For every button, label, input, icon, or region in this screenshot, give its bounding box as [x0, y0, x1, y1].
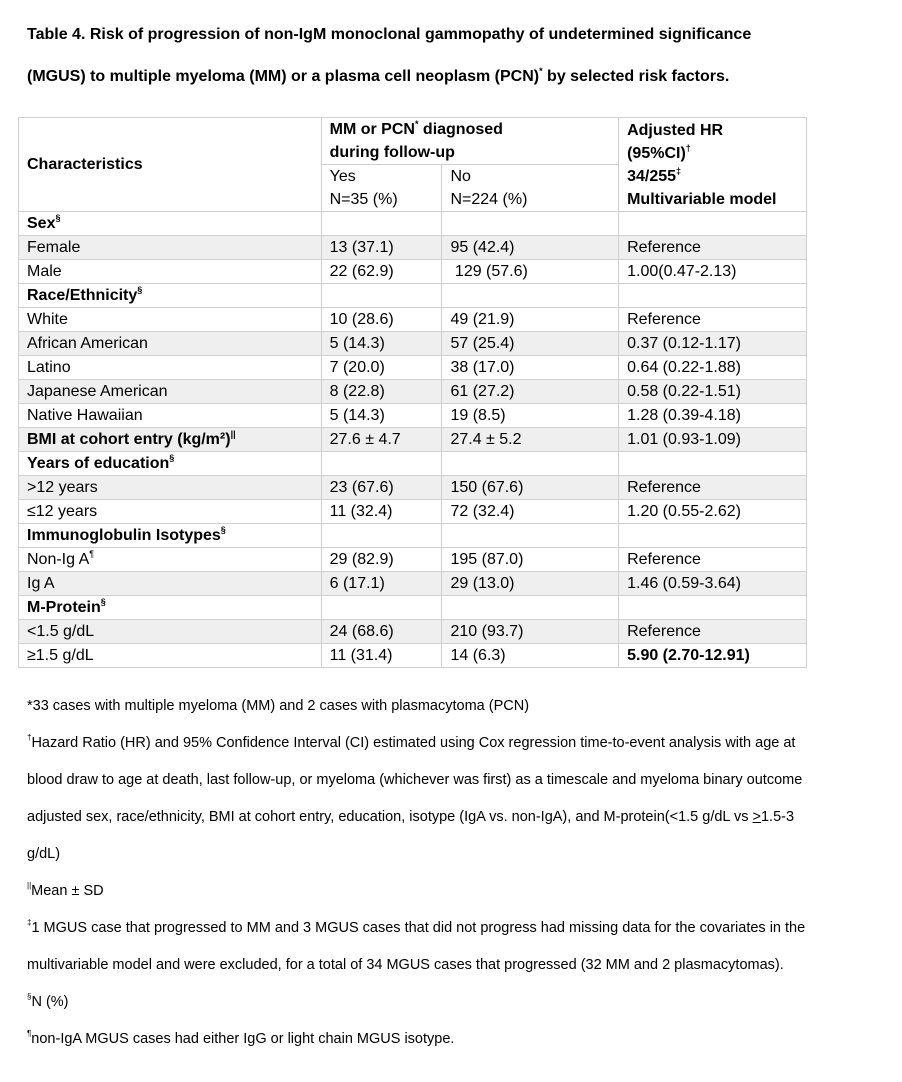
cell-no: 72 (32.4) — [442, 500, 619, 524]
row-label: White — [19, 308, 322, 332]
row-label: BMI at cohort entry (kg/m²)|| — [19, 428, 322, 452]
cell-no — [442, 212, 619, 236]
cell-hr: Reference — [619, 476, 807, 500]
cell-yes: 24 (68.6) — [321, 620, 442, 644]
footnote-6: ¶non-IgA MGUS cases had either IgG or light chain MGUS isotype. — [27, 1029, 455, 1047]
cell-no: 19 (8.5) — [442, 404, 619, 428]
cell-hr — [619, 524, 807, 548]
footnotes — [27, 688, 889, 1058]
cell-no: 150 (67.6) — [442, 476, 619, 500]
cell-yes — [321, 452, 442, 476]
table-group-row — [19, 212, 807, 236]
title-line-2: (MGUS) to multiple myeloma (MM) or a plasma cell neoplasm (PCN)* by selected risk factors. — [27, 66, 730, 85]
cell-yes: 29 (82.9) — [321, 548, 442, 572]
cell-hr — [619, 596, 807, 620]
cell-hr: 1.20 (0.55-2.62) — [619, 500, 807, 524]
cell-yes: 5 (14.3) — [321, 332, 442, 356]
header-yes: Yes N=35 (%) — [321, 165, 442, 212]
cell-no: 129 (57.6) — [442, 260, 619, 284]
cell-yes: 10 (28.6) — [321, 308, 442, 332]
cell-no: 95 (42.4) — [442, 236, 619, 260]
row-label: Immunoglobulin Isotypes§ — [19, 524, 322, 548]
cell-hr: 1.28 (0.39-4.18) — [619, 404, 807, 428]
footnote-2b: blood draw to age at death, last follow-up, or myeloma (whichever was first) as a timescale and myeloma binary outcome — [27, 772, 803, 788]
row-label: M-Protein§ — [19, 596, 322, 620]
row-label: <1.5 g/dL — [19, 620, 322, 644]
cell-yes — [321, 212, 442, 236]
cell-yes — [321, 524, 442, 548]
footnote-1: *33 cases with multiple myeloma (MM) and 2 cases with plasmacytoma (PCN) — [27, 698, 530, 714]
row-label: African American — [19, 332, 322, 356]
cell-no: 38 (17.0) — [442, 356, 619, 380]
table-row — [19, 356, 807, 380]
row-label: Latino — [19, 356, 322, 380]
table-row — [19, 260, 807, 284]
table-group-row — [19, 596, 807, 620]
table-row — [19, 572, 807, 596]
table-row — [19, 236, 807, 260]
cell-no: 61 (27.2) — [442, 380, 619, 404]
cell-yes: 22 (62.9) — [321, 260, 442, 284]
cell-yes: 11 (31.4) — [321, 644, 442, 668]
cell-yes: 8 (22.8) — [321, 380, 442, 404]
row-label: >12 years — [19, 476, 322, 500]
cell-hr: 5.90 (2.70-12.91) — [619, 644, 807, 668]
cell-no — [442, 284, 619, 308]
cell-hr: Reference — [619, 620, 807, 644]
row-label: Male — [19, 260, 322, 284]
row-label: Sex§ — [19, 212, 322, 236]
table-row — [19, 548, 807, 572]
header-characteristics: Characteristics — [19, 118, 322, 212]
cell-no: 57 (25.4) — [442, 332, 619, 356]
cell-yes: 27.6 ± 4.7 — [321, 428, 442, 452]
table-group-row — [19, 284, 807, 308]
cell-no — [442, 596, 619, 620]
risk-table — [18, 117, 807, 668]
footnote-2c: adjusted sex, race/ethnicity, BMI at cohort entry, education, isotype (IgA vs. non-IgA), and M-protein(<1.5 g/dL vs >1.5-3 — [27, 809, 795, 825]
cell-hr: 0.37 (0.12-1.17) — [619, 332, 807, 356]
header-group: MM or PCN* diagnosed during follow-up — [321, 118, 618, 165]
row-label: ≤12 years — [19, 500, 322, 524]
cell-no: 29 (13.0) — [442, 572, 619, 596]
row-label: Female — [19, 236, 322, 260]
header-no: No N=224 (%) — [442, 165, 619, 212]
cell-no: 210 (93.7) — [442, 620, 619, 644]
footnote-2d: g/dL) — [27, 846, 61, 862]
table-row — [19, 620, 807, 644]
row-label: Non-Ig A¶ — [19, 548, 322, 572]
table-row — [19, 644, 807, 668]
cell-hr: 1.00(0.47-2.13) — [619, 260, 807, 284]
header-hr: Adjusted HR (95%CI)† 34/255‡ Multivariable model — [619, 118, 807, 212]
table-row — [19, 500, 807, 524]
row-label: Ig A — [19, 572, 322, 596]
table-row — [19, 428, 807, 452]
cell-yes: 13 (37.1) — [321, 236, 442, 260]
footnote-2a: †Hazard Ratio (HR) and 95% Confidence Interval (CI) estimated using Cox regression time-to-event analysis with age at — [27, 733, 796, 751]
footnote-4a: ‡1 MGUS case that progressed to MM and 3 MGUS cases that did not progress had missing data for the covariates in the — [27, 918, 806, 936]
cell-hr: 0.58 (0.22-1.51) — [619, 380, 807, 404]
cell-no — [442, 452, 619, 476]
table-group-row — [19, 524, 807, 548]
cell-no: 14 (6.3) — [442, 644, 619, 668]
row-label: Native Hawaiian — [19, 404, 322, 428]
cell-hr — [619, 284, 807, 308]
table-row — [19, 308, 807, 332]
footnote-4b: multivariable model and were excluded, for a total of 34 MGUS cases that progressed (32 MM and 2 plasmacytomas). — [27, 957, 784, 973]
cell-yes — [321, 596, 442, 620]
cell-hr — [619, 212, 807, 236]
row-label: ≥1.5 g/dL — [19, 644, 322, 668]
row-label: Race/Ethnicity§ — [19, 284, 322, 308]
table-row — [19, 404, 807, 428]
cell-yes: 6 (17.1) — [321, 572, 442, 596]
cell-no: 27.4 ± 5.2 — [442, 428, 619, 452]
cell-hr — [619, 452, 807, 476]
footnote-3: ||Mean ± SD — [27, 881, 104, 899]
footnote-5: §N (%) — [27, 992, 69, 1010]
cell-no: 195 (87.0) — [442, 548, 619, 572]
cell-hr: Reference — [619, 548, 807, 572]
table-row — [19, 332, 807, 356]
table-row — [19, 380, 807, 404]
cell-yes: 11 (32.4) — [321, 500, 442, 524]
cell-hr: 0.64 (0.22-1.88) — [619, 356, 807, 380]
table-row — [19, 476, 807, 500]
title-line-1: Table 4. Risk of progression of non-IgM monoclonal gammopathy of undetermined significance — [27, 26, 752, 43]
cell-yes: 5 (14.3) — [321, 404, 442, 428]
row-label: Japanese American — [19, 380, 322, 404]
cell-no: 49 (21.9) — [442, 308, 619, 332]
cell-yes: 7 (20.0) — [321, 356, 442, 380]
cell-hr: 1.46 (0.59-3.64) — [619, 572, 807, 596]
cell-hr: 1.01 (0.93-1.09) — [619, 428, 807, 452]
cell-hr: Reference — [619, 236, 807, 260]
cell-yes: 23 (67.6) — [321, 476, 442, 500]
cell-no — [442, 524, 619, 548]
table-group-row — [19, 452, 807, 476]
cell-hr: Reference — [619, 308, 807, 332]
row-label: Years of education§ — [19, 452, 322, 476]
cell-yes — [321, 284, 442, 308]
table-title — [27, 14, 887, 98]
